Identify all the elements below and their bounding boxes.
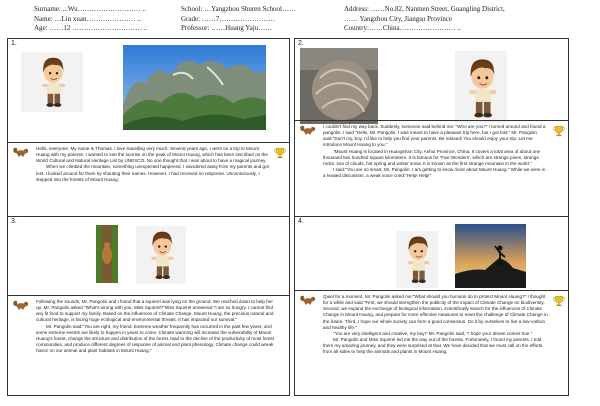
panel-text — [295, 290, 568, 395]
panel-paragraph: Mr. Pangolin said:"You are right, my friend. Extreme weather frequently has occurred in the past few years, and some extreme events are likely to happen in years to come. Climate warming will increase the vulnerability of Mount Huang's forest, change the structure and distribution of the forest, lead to the decline of the productivity of most forest communities, and produce different degrees of response of animal and plant phenology. Climate change could wreak havoc on our animal and plant habitats in Mount Huang." — [36, 323, 275, 354]
panel-paragraph: "Mount Huang is located in Huangshan City, Anhui Province, China. It covers a total area of about one thousand two hundred square kilometers. It is famous for 'Five Wonders', which are strange pines, strange rocks, sea of clouds, hot spring and winter snow. It is known as the first strange mountain in the world." — [323, 148, 541, 166]
comic-panel-2 — [294, 38, 569, 217]
squirrel-photo — [96, 225, 118, 283]
trophy-icon — [274, 147, 286, 159]
panel-number: 2. — [298, 40, 304, 47]
comic-panel-1 — [7, 38, 290, 217]
address-info — [344, 5, 505, 34]
panel-number: 3. — [11, 218, 17, 225]
trophy-icon — [553, 295, 565, 307]
boy-illustration — [396, 231, 438, 288]
squirrel-icon — [12, 146, 30, 157]
panel-number: 4. — [298, 218, 304, 225]
address-line-1: Address: ……No.82, Nanmen Street, Guangling District, — [344, 5, 505, 13]
school-info — [181, 5, 296, 34]
squirrel-icon — [299, 124, 317, 135]
trophy-icon — [553, 125, 565, 137]
professor-field: Professor: ……Huang Yaju…… — [181, 24, 273, 33]
squirrel-icon — [12, 299, 30, 310]
address-line-2: …… Yangzhou City, Jiangsu Province — [344, 14, 453, 23]
squirrel-icon — [299, 294, 317, 305]
panel-paragraph: When we climbed the mountain, something unexpected happened. I wandered away from my parents and got lost. I looked around for them by shouting their names. However, I had received no response. Unconsciously, I stepped into the forests of Mount Huang. — [36, 164, 269, 182]
mountain-landscape-image — [123, 45, 266, 130]
boy-illustration — [455, 51, 507, 123]
grade-field: Grade: ……7…………………… — [181, 14, 276, 23]
student-info-header — [0, 5, 600, 37]
student-identity — [34, 5, 147, 34]
comic-panel-3 — [7, 216, 290, 396]
comic-panel-4 — [294, 216, 569, 396]
panel-paragraph: Following the sounds, Mr. Pangolin and I found that a squirrel was lying on the ground. We reached down to help her up. Mr. Pangolin asked "What's wrong with you, Miss Squirrel?"Miss Squirrel answered:"I am so hungry. I cannot find any fit food to support my family. Based on the influences of Climate Change, Mount Huang, the precious natural and cultural heritage, is facing huge ecological and environmental threats. It has impacted our survival." — [36, 299, 274, 323]
panel-text — [295, 120, 568, 216]
boy-illustration — [136, 226, 186, 284]
panel-text — [8, 295, 289, 395]
panel-number: 1. — [11, 40, 17, 47]
panel-paragraph: Mr. Pangolin and Miss Squirrel led me the way out of the forests. Fortunately, I found my parents. I told them my amazing journey, and they were surprised at that. We have decided that we must call on the efforts from all sides to help the animals and plants in Mount Huang. — [323, 337, 543, 355]
panel-paragraph: Quiet for a moment, Mr. Pangolin asked me:"What should you humans do to protect Mount Huang?" I thought for a while and said:"First, we should strengthen the publicity of the impact of Climate Change on biodiversity. Second, we expand the exchange of biological information, scientifically search for the influences of Climate Change in Mount Huang, and prepare for more effective measures to meet the challenge of Climate Change in the future. Third, I hope our whole society can form a good consensus. Do it by ourselves to live a low-carbon and healthy life." — [323, 294, 548, 330]
panel-paragraph: I couldn't find my way back. Suddenly, someone said behind me: "Who are you?" I turned around and found a pangolin. I said "Hello, Mr. Pangolin. I was meant to have a pleasant trip here, but I got lost." Mr. Pangolin said:"Don't cry, boy. I'd like to help you find your parents. Be relaxed! You should enjoy your trip. Let me introduce Mount Huang to you." — [323, 124, 546, 148]
hiker-sunset-image — [455, 224, 526, 288]
age-field: Age: ……12 ………………………… .. — [34, 24, 148, 33]
name-field: Name: …Lin xuan………………… .. — [34, 14, 141, 23]
surname-field: Surname: ...Wu……………………… .. — [34, 5, 146, 13]
panel-paragraph: "You are very intelligent and creative, my boy!" Mr. Pangolin said, "I hope your dream comes true." — [333, 330, 533, 336]
panel-paragraph: Hello, everyone. My name is Thomas. I love travelling very much. Several years ago, I went on a trip to Mount Huang with my parents. I wanted to see the sunrise on the peak of Mount Huang, which has been inscribed on the World Cultural and Natural Heritage List by UNESCO. No one thought that I was about to have a magical journey. — [36, 146, 268, 164]
school-field: School: …Yangzhou Shuren School…… — [181, 5, 296, 13]
panel-paragraph: I said:"You are so smart, Mr. Pangolin. I am getting to know more about Mount Huang." While we were in a heated discussion, a weak voice cried:"Help! Help!" — [323, 167, 546, 179]
panel-text — [8, 142, 289, 216]
pangolin-photo — [300, 48, 378, 124]
country-field: Country:……China…………………… .. — [344, 24, 461, 33]
boy-illustration — [21, 52, 83, 112]
